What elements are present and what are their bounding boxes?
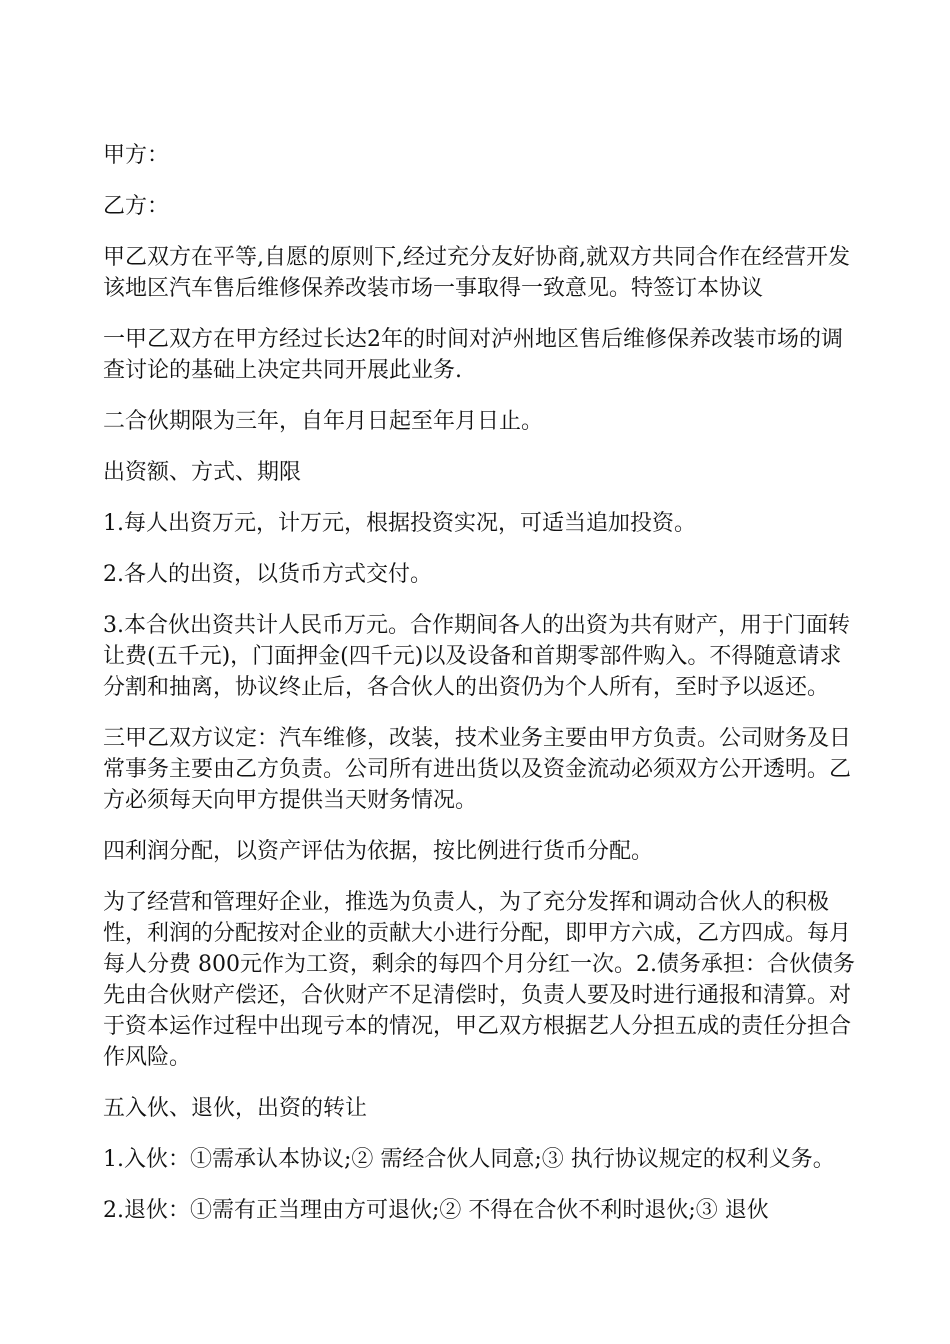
party-a-line: 甲方： (103, 143, 170, 168)
clause-five-heading: 五入伙、退伙，出资的转让 (103, 1096, 368, 1121)
withdraw-item: 2.退伙：①需有正当理由方可退伙;② 不得在合伙不利时退伙;③ 退伙 (103, 1198, 769, 1223)
clause-four-profit: 四利润分配，以资产评估为依据，按比例进行货币分配。 (103, 839, 654, 864)
clause-two-term: 二合伙期限为三年，自年月日起至年月日止。 (103, 409, 544, 434)
capital-item-3: 3.本合伙出资共计人民币万元。合作期间各人的出资为共有财产，用于门面转让费(五千元)，门面押金(四千元)以及设备和首期零部件购入。不得随意请求分割和抽离，协议终止后，各合伙人的出资仍为个人所有，至时予以返还。 (103, 613, 850, 700)
capital-item-2: 2.各人的出资，以货币方式交付。 (103, 562, 432, 587)
section-heading-capital: 出资额、方式、期限 (103, 460, 302, 485)
join-item: 1.入伙：①需承认本协议;② 需经合伙人同意;③ 执行协议规定的权利义务。 (103, 1147, 835, 1172)
clause-one: 一甲乙双方在甲方经过长达2年的时间对泸州地区售后维修保养改装市场的调查讨论的基础上决定共同开展此业务. (103, 327, 843, 383)
document-page (103, 140, 855, 1246)
party-b-line: 乙方： (103, 194, 170, 219)
intro-paragraph: 甲乙双方在平等,自愿的原则下,经过充分友好协商,就双方共同合作在经营开发该地区汽车售后维修保养改装市场一事取得一致意见。特签订本协议 (103, 245, 850, 301)
clause-three-duties: 三甲乙双方议定：汽车维修，改装，技术业务主要由甲方负责。公司财务及日常事务主要由乙方负责。公司所有进出货以及资金流动必须双方公开透明。乙方必须每天向甲方提供当天财务情况。 (103, 726, 852, 813)
profit-details-paragraph: 为了经营和管理好企业，推选为负责人，为了充分发挥和调动合伙人的积极性，利润的分配按对企业的贡献大小进行分配，即甲方六成，乙方四成。每月每人分费 800元作为工资，剩余的每四个月分红一次。2.债务承担：合伙债务先由合伙财产偿还，合伙财产不足清偿时，负责人要及时进行通报和清算。对于资本运作过程中出现亏本的情况，甲乙双方根据艺人分担五成的责任分担合作风险。 (103, 890, 855, 1070)
capital-item-1: 1.每人出资万元，计万元，根据投资实况，可适当追加投资。 (103, 511, 696, 536)
